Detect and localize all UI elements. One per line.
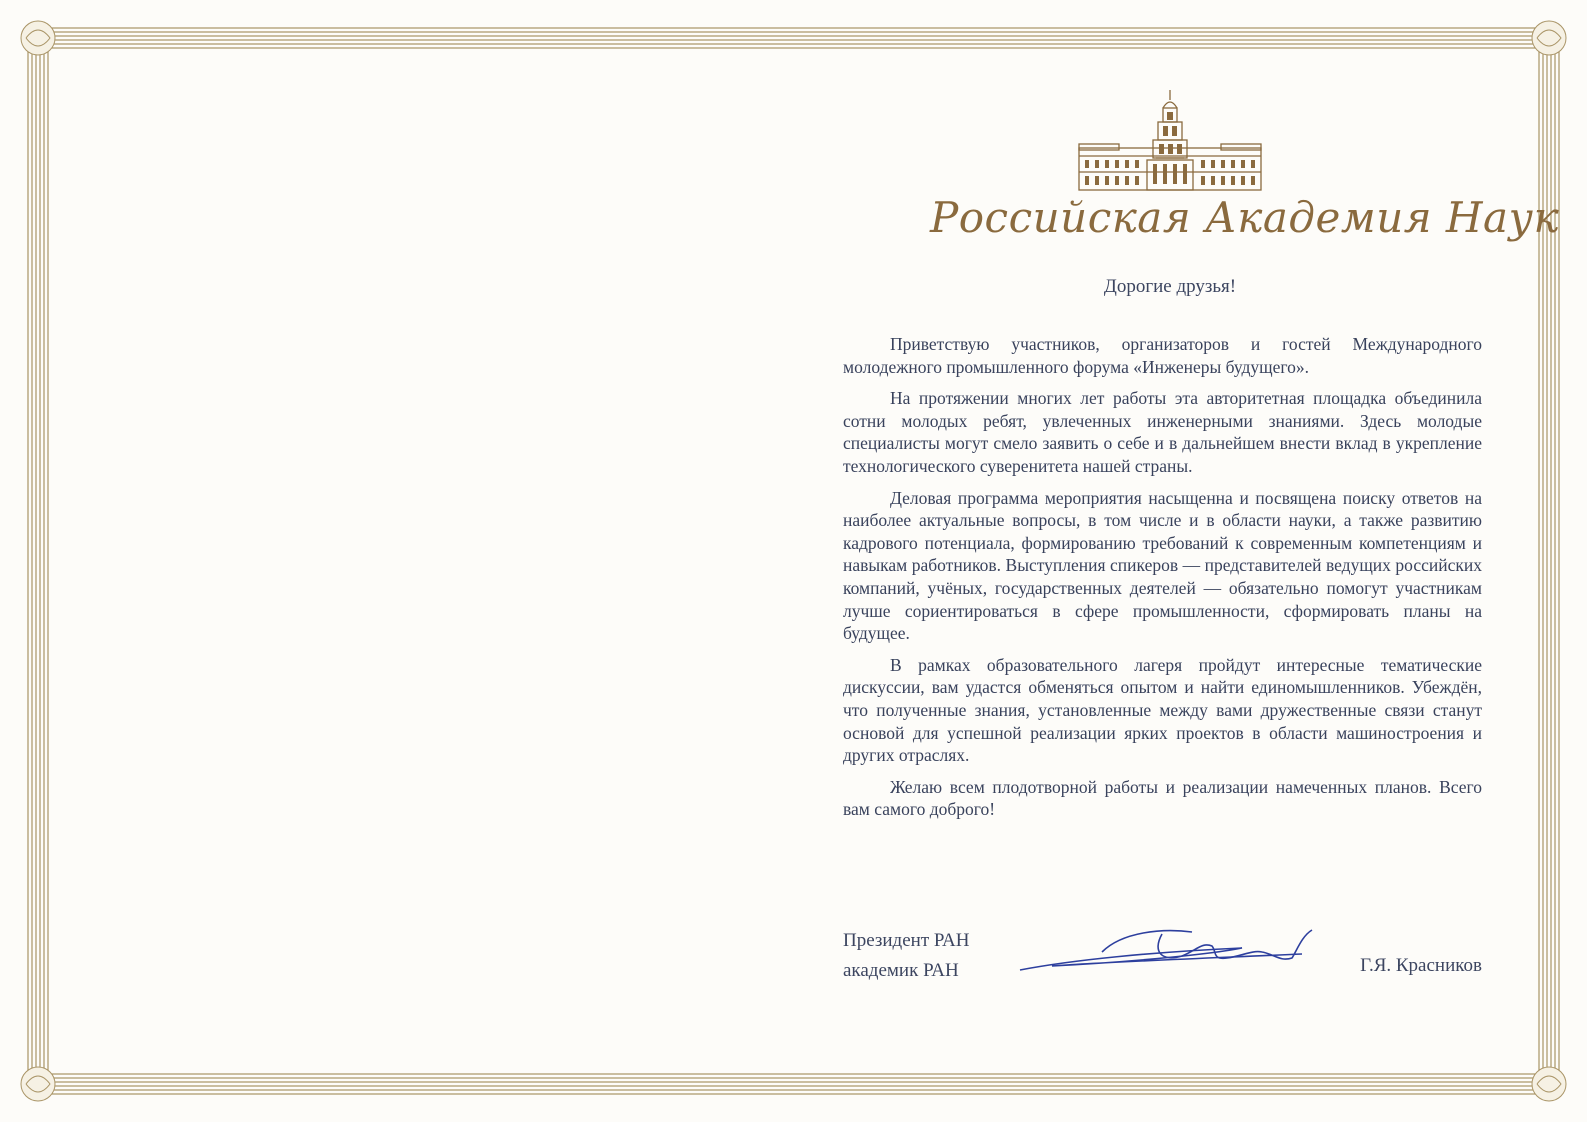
signatory-title-line: академик РАН xyxy=(843,960,959,981)
letter-paragraph: Желаю всем плодотворной работы и реализации намеченных планов. Всего вам самого доброго! xyxy=(843,776,1482,820)
letter-body xyxy=(843,333,1482,830)
letter-paragraph: В рамках образовательного лагеря пройдут интересные тематические дискуссии, вам удастся обменяться опытом и найти единомышленников. Убеждён, что полученные знания, установленные между вами дружественные связи станут основой для успешной реализации ярких проектов в области машиностроения и других отраслях. xyxy=(843,654,1482,766)
signatory-title xyxy=(843,926,969,986)
letter-paragraph: Приветствую участников, организаторов и гостей Международного молодежного промышленного форума «Инженеры будущего». xyxy=(843,334,1482,377)
ras-logo xyxy=(930,88,1560,288)
signatory-title-line: Президент РАН xyxy=(843,930,970,951)
academy-building-icon xyxy=(1077,88,1263,194)
letter-greeting: Дорогие друзья! xyxy=(1103,276,1237,297)
letter-paragraph: Деловая программа мероприятия насыщенна и посвящена поиску ответов на наиболее актуальные вопросы, в том числе и в области науки, а также развитию кадрового потенциала, формированию требований к современным компетенциям и навыкам работников. Выступления спикеров — представителей ведущих российских компаний, учёных, государственных деятелей — обязательно помогут участникам лучше сориентироваться в сфере промышленности, сформировать планы на будущее. xyxy=(843,487,1482,644)
signatory-name: Г.Я. Красников xyxy=(1360,955,1482,976)
handwritten-signature xyxy=(1012,922,1322,982)
logo-wordmark: Российская Академия Наук xyxy=(930,193,1560,242)
letter-paragraph: На протяжении многих лет работы эта авторитетная площадка объединила сотни молодых ребят, увлеченных инженерными знаниями. Здесь молодые специалисты могут смело заявить о себе и в дальнейшем внести вклад в укрепление технологического суверенитета нашей страны. xyxy=(843,388,1482,476)
